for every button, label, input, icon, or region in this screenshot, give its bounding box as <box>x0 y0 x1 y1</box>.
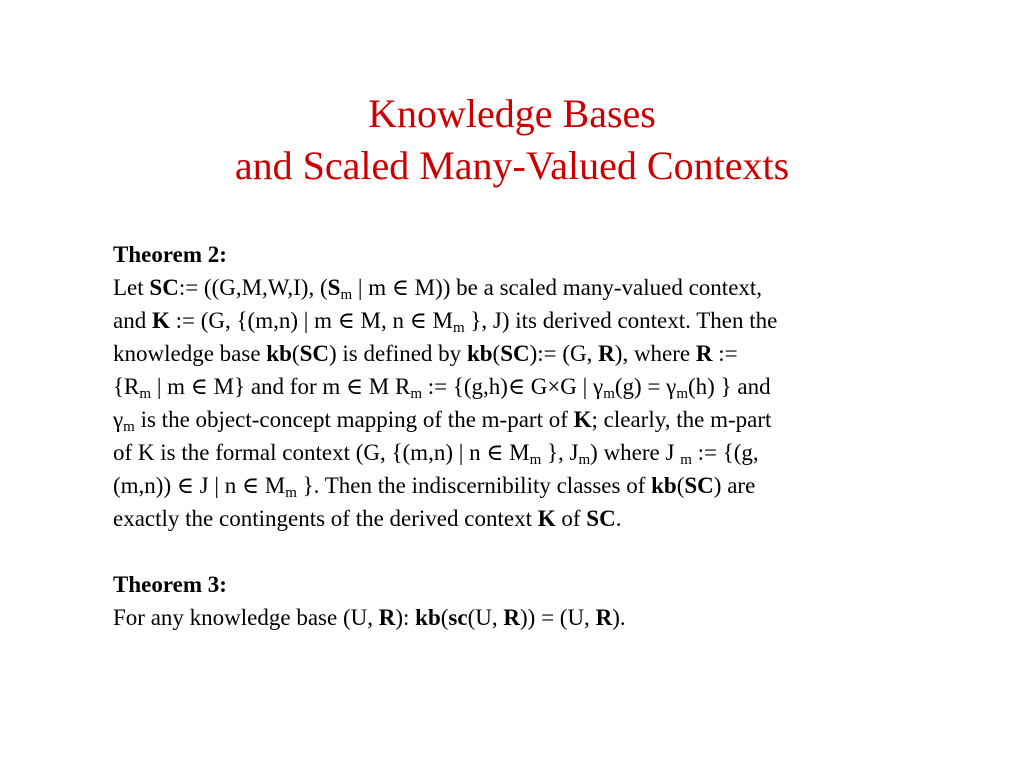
text-run: {R <box>113 374 140 399</box>
bold-symbol: kb <box>466 341 493 366</box>
subscript: m <box>340 287 353 303</box>
text-run: ) where J <box>590 440 681 465</box>
text-run: and <box>113 308 152 333</box>
text-run: ) is defined by <box>328 341 467 366</box>
text-run: )) = (U, <box>520 605 596 630</box>
text-line <box>113 436 943 469</box>
slide-body <box>113 238 943 634</box>
subscript: m <box>676 386 688 402</box>
text-run: exactly the contingents of the derived context <box>113 506 538 531</box>
text-run: ( <box>291 341 300 366</box>
text-run: ( <box>492 341 501 366</box>
text-run: (U, <box>467 605 504 630</box>
bold-symbol: SC <box>684 473 714 498</box>
bold-symbol: R <box>503 605 520 630</box>
text-run: := {(g,h)∈ G×G | γ <box>421 374 604 399</box>
subscript: m <box>680 452 692 468</box>
text-run: (g) = γ <box>614 374 677 399</box>
bold-symbol: R <box>378 605 396 630</box>
text-line <box>113 502 943 535</box>
text-run: For any knowledge base (U, <box>113 605 379 630</box>
bold-symbol: R <box>695 341 713 366</box>
text-run: := ((G,M,W,I), ( <box>178 275 328 300</box>
bold-symbol: S <box>327 275 341 300</box>
title-line-1: Knowledge Bases <box>368 91 656 136</box>
subscript: m <box>603 386 615 402</box>
text-line <box>113 469 943 502</box>
text-run: of K is the formal context (G, {(m,n) | n ∈ M <box>113 440 530 465</box>
text-run: | m ∈ M} and for m ∈ M R <box>151 374 411 399</box>
text-run: . <box>615 506 622 531</box>
text-line <box>113 601 943 634</box>
text-line <box>113 403 943 436</box>
text-run: of <box>555 506 587 531</box>
text-line <box>113 271 943 304</box>
text-run: ), where <box>614 341 696 366</box>
bold-symbol: kb <box>415 605 441 630</box>
subscript: m <box>123 419 135 435</box>
text-run: γ <box>113 407 124 432</box>
bold-symbol: K <box>537 506 556 531</box>
text-run: is the object-concept mapping of the m-part of <box>134 407 574 432</box>
theorem-3-text <box>113 601 943 634</box>
bold-symbol: kb <box>651 473 677 498</box>
text-run: ; clearly, the m-part <box>591 407 772 432</box>
text-run: (m,n)) ∈ J | n ∈ M <box>113 473 286 498</box>
text-line <box>113 337 943 370</box>
bold-symbol: SC <box>299 341 329 366</box>
text-line <box>113 370 943 403</box>
bold-symbol: SC <box>500 341 530 366</box>
text-run: }. Then the indiscernibility classes of <box>296 473 652 498</box>
bold-symbol: SC <box>586 506 616 531</box>
paragraph-gap <box>113 535 943 568</box>
text-run: | m ∈ M)) be a scaled many-valued context, <box>352 275 763 300</box>
subscript: m <box>529 452 542 468</box>
text-run: Let <box>113 275 150 300</box>
text-line <box>113 304 943 337</box>
slide-title <box>0 88 1024 192</box>
text-run: := (G, {(m,n) | m ∈ M, n ∈ M <box>169 308 453 333</box>
text-run: ):= (G, <box>529 341 599 366</box>
text-run: knowledge base <box>113 341 267 366</box>
theorem-3-heading: Theorem 3: <box>113 572 227 597</box>
subscript: m <box>452 320 465 336</box>
subscript: m <box>410 386 422 402</box>
bold-symbol: sc <box>448 605 468 630</box>
text-run: ( <box>440 605 449 630</box>
text-run: := {(g, <box>691 440 759 465</box>
bold-symbol: K <box>573 407 592 432</box>
bold-symbol: SC <box>149 275 179 300</box>
theorem-2-text <box>113 271 943 535</box>
bold-symbol: R <box>595 605 613 630</box>
subscript: m <box>285 485 297 501</box>
text-run: ) are <box>713 473 756 498</box>
bold-symbol: K <box>151 308 170 333</box>
bold-symbol: kb <box>266 341 292 366</box>
text-run: ( <box>676 473 685 498</box>
bold-symbol: R <box>598 341 615 366</box>
text-run: (h) } and <box>688 374 771 399</box>
text-run: ): <box>395 605 416 630</box>
text-run: }, J) its derived context. Then the <box>464 308 778 333</box>
text-run: := <box>712 341 738 366</box>
subscript: m <box>139 386 152 402</box>
text-run: ). <box>612 605 626 630</box>
title-line-2: and Scaled Many-Valued Contexts <box>234 143 790 188</box>
theorem-2-heading: Theorem 2: <box>113 242 227 267</box>
subscript: m <box>578 452 591 468</box>
text-run: }, J <box>541 440 579 465</box>
